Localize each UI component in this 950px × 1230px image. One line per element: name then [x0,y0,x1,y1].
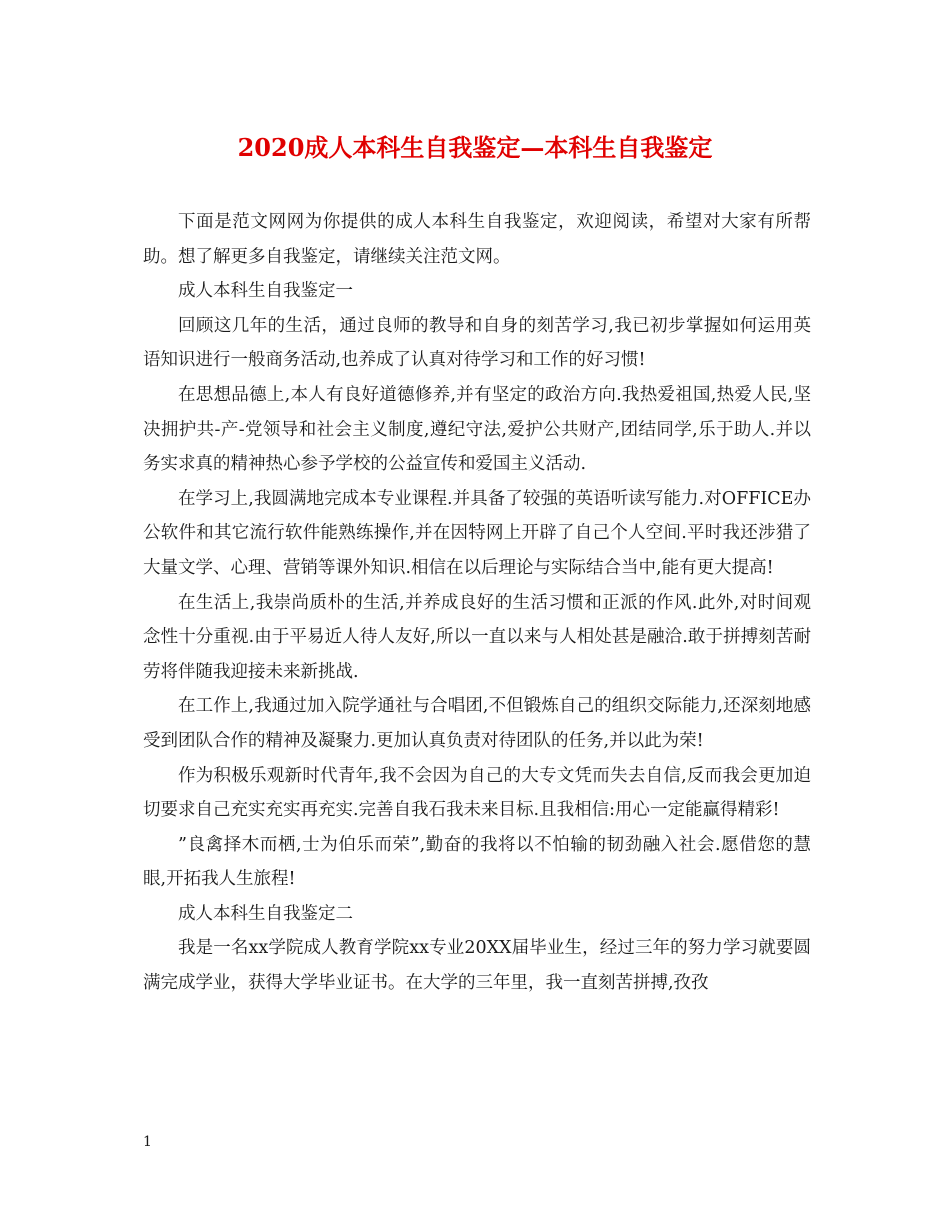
paragraph: ”良禽择木而栖,士为伯乐而荣”,勤奋的我将以不怕输的韧劲融入社会.愿借您的慧眼,开拓我人生旅程! [143,834,811,890]
document-title: 2020成人本科生自我鉴定—本科生自我鉴定 [237,133,713,162]
paragraph: 在工作上,我通过加入院学通社与合唱团,不但锻炼自己的组织交际能力,还深刻地感受到团队合作的精神及凝聚力.更加认真负责对待团队的任务,并以此为荣! [143,696,811,751]
document-body [143,205,811,1001]
page-number: 1 [143,1134,152,1150]
paragraph: 在学习上,我圆满地完成本专业课程.并具备了较强的英语听读写能力.对OFFICE办公软件和其它流行软件能熟练操作,并在因特网上开辟了自己个人空间.平时我还涉猎了大量文学、心理、营销等课外知识.相信在以后理论与实际结合当中,能有更大提高! [143,488,811,578]
section-heading-2: 成人本科生自我鉴定二 [178,903,353,924]
paragraph: 回顾这几年的生活，通过良师的教导和自身的刻苦学习,我已初步掌握如何运用英语知识进行一般商务活动,也养成了认真对待学习和工作的好习惯! [143,315,811,371]
section-heading-1: 成人本科生自我鉴定一 [178,281,353,302]
paragraph: 在思想品德上,本人有良好道德修养,并有坚定的政治方向.我热爱祖国,热爱人民,坚决拥护共-产-党领导和社会主义制度,遵纪守法,爱护公共财产,团结同学,乐于助人.并以务实求真的精神热心参予学校的公益宣传和爱国主义活动. [143,384,811,475]
paragraph-intro: 下面是范文网网为你提供的成人本科生自我鉴定，欢迎阅读，希望对大家有所帮助。想了解更多自我鉴定，请继续关注范文网。 [143,212,811,267]
paragraph: 在生活上,我崇尚质朴的生活,并养成良好的生活习惯和正派的作风.此外,对时间观念性十分重视.由于平易近人待人友好,所以一直以来与人相处甚是融洽.敢于拼搏刻苦耐劳将伴随我迎接未来新挑战. [143,592,811,682]
paragraph: 我是一名xx学院成人教育学院xx专业20XX届毕业生，经过三年的努力学习就要圆满完成学业，获得大学毕业证书。在大学的三年里，我一直刻苦拼搏,孜孜 [143,938,811,994]
paragraph: 作为积极乐观新时代青年,我不会因为自己的大专文凭而失去自信,反而我会更加迫切要求自己充实充实再充实.完善自我石我未来目标.且我相信:用心一定能赢得精彩! [143,765,811,821]
